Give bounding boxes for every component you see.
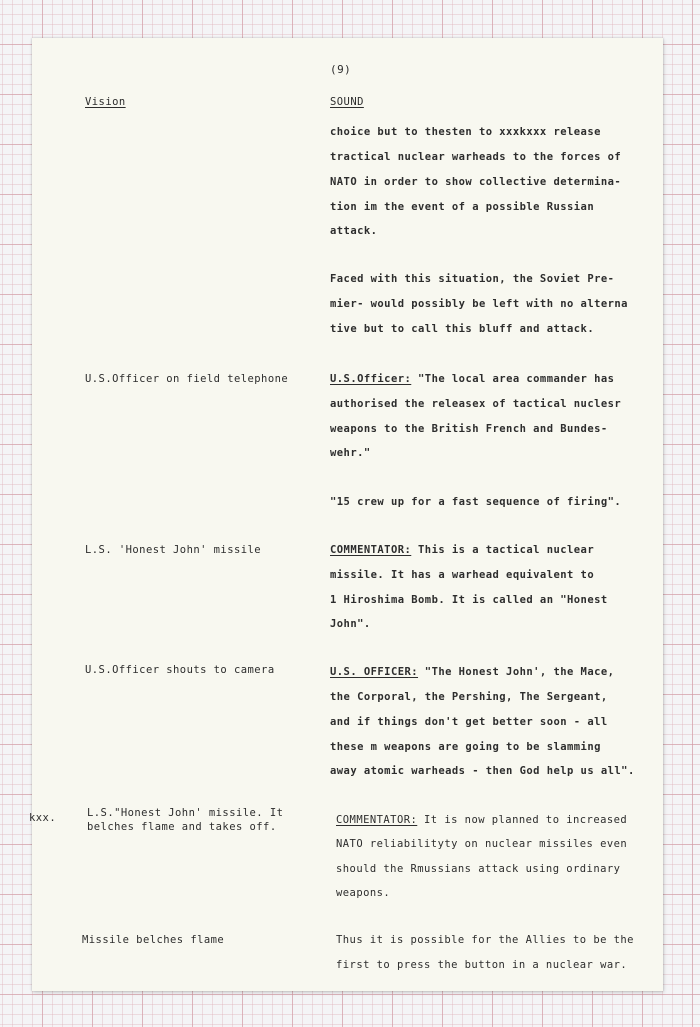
sound-line: tion im the event of a possible Russian: [330, 201, 595, 213]
margin-mark: kxx.: [29, 812, 57, 824]
sound-column-header: SOUND: [330, 96, 364, 108]
vision-cue: Missile belches flame: [82, 934, 225, 946]
sound-line: tractical nuclear warheads to the forces of: [330, 151, 622, 163]
sound-line: NATO reliabilityty on nuclear missiles even: [336, 838, 628, 850]
vision-cue: U.S.Officer shouts to camera: [85, 664, 275, 676]
sound-line: U.S.Officer: "The local area commander has: [330, 373, 615, 385]
sound-line: 1 Hiroshima Bomb. It is called an "Honest: [330, 594, 608, 606]
sound-line: Thus it is possible for the Allies to be the: [336, 934, 634, 946]
sound-line: authorised the releasex of tactical nuclesr: [330, 398, 622, 410]
page-number: (9): [330, 63, 352, 76]
speaker-label: U.S. OFFICER:: [330, 666, 419, 678]
sound-paragraph-4: "15 crew up for a fast sequence of firing".: [330, 496, 622, 508]
vision-cue: L.S. 'Honest John' missile: [85, 544, 262, 556]
sound-line: these m weapons are going to be slamming: [330, 741, 601, 753]
sound-line: first to press the button in a nuclear war.: [336, 959, 628, 971]
sound-line: attack.: [330, 225, 378, 237]
speaker-label: COMMENTATOR:: [336, 814, 418, 826]
document-page: [29, 38, 663, 991]
sound-line: NATO in order to show collective determina-: [330, 176, 622, 188]
sound-line: Faced with this situation, the Soviet Pre-: [330, 273, 615, 285]
sound-line: weapons to the British French and Bundes-: [330, 423, 608, 435]
vision-column-header: Vision: [85, 96, 126, 108]
sound-line: U.S. OFFICER: "The Honest John', the Mace,: [330, 666, 615, 678]
sound-line: wehr.": [330, 447, 371, 459]
sound-line: tive but to call this bluff and attack.: [330, 323, 595, 335]
sound-line: choice but to thesten to xxxkxxx release: [330, 126, 601, 138]
sound-line: COMMENTATOR: This is a tactical nuclear: [330, 544, 595, 556]
sound-line: John".: [330, 618, 371, 630]
vision-cue: L.S."Honest John' missile. It: [87, 807, 284, 819]
sound-line: and if things don't get better soon - all: [330, 716, 608, 728]
sound-line: missile. It has a warhead equivalent to: [330, 569, 595, 581]
vision-cue: belches flame and takes off.: [87, 821, 277, 833]
speaker-label: COMMENTATOR:: [330, 544, 412, 556]
sound-line: should the Rmussians attack using ordinary: [336, 863, 621, 875]
sound-line: COMMENTATOR: It is now planned to increased: [336, 814, 628, 826]
sound-line: the Corporal, the Pershing, The Sergeant,: [330, 691, 608, 703]
sound-line: away atomic warheads - then God help us all".: [330, 765, 635, 777]
sound-line: weapons.: [336, 887, 391, 899]
vision-cue: U.S.Officer on field telephone: [85, 373, 289, 385]
sound-line: mier- would possibly be left with no alterna: [330, 298, 628, 310]
speaker-label: U.S.Officer:: [330, 373, 412, 385]
